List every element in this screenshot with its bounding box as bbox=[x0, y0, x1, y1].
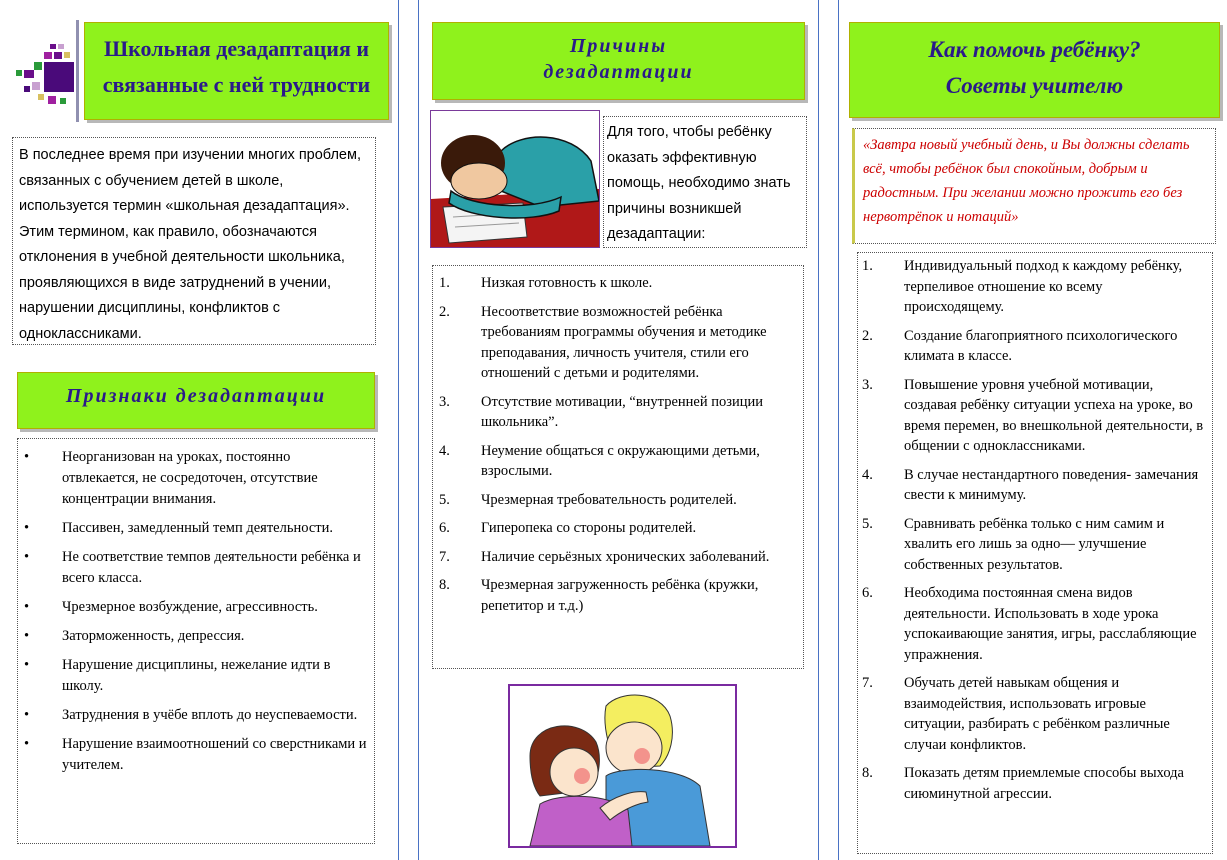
tip-item bbox=[862, 763, 1206, 804]
help-title-line1: Как помочь ребёнку? bbox=[928, 37, 1141, 62]
causes-list bbox=[439, 273, 797, 616]
cause-item bbox=[439, 547, 797, 568]
tip-item bbox=[862, 326, 1206, 367]
cause-text: Чрезмерная требовательность родителей. bbox=[481, 491, 737, 508]
sign-marker: • bbox=[24, 736, 30, 752]
tip-text: Повышение уровня учебной мотивации, создавая ребёнку ситуации успеха на уроке, во время перемен, во внешкольной деятельности, в общении с одноклассниками. bbox=[904, 376, 1204, 454]
cause-item bbox=[439, 273, 797, 294]
tip-text: Создание благоприятного психологического климата в классе. bbox=[904, 327, 1178, 364]
tip-marker: 3. bbox=[862, 376, 873, 393]
sign-marker: • bbox=[24, 520, 30, 536]
signs-title-box bbox=[17, 372, 375, 429]
tip-item bbox=[862, 673, 1206, 755]
signs-list bbox=[24, 447, 368, 776]
signs-title: Признаки дезадаптации bbox=[65, 385, 327, 407]
tip-text: Показать детям приемлемые способы выхода сиюминутной агрессии. bbox=[904, 765, 1184, 802]
tip-text: В случае нестандартного поведения- замечания свести к минимуму. bbox=[904, 466, 1199, 503]
teacher-quote: «Завтра новый учебный день, и Вы должны сделать всё, чтобы ребёнок был спокойным, добрым и радостным. При желании можно прожить его без нервотрёпок и нотаций» bbox=[852, 128, 1216, 244]
tip-marker: 4. bbox=[862, 466, 873, 483]
tip-marker: 5. bbox=[862, 515, 873, 532]
tip-item bbox=[862, 514, 1206, 576]
cause-marker: 4. bbox=[439, 442, 450, 459]
sign-item bbox=[24, 518, 368, 539]
causes-intro-box bbox=[603, 116, 807, 248]
causes-title-box bbox=[432, 22, 805, 100]
tip-text: Необходима постоянная смена видов деятельности. Использовать в ходе урока успокаивающие занятия, игры, расслабляющие упражнения. bbox=[904, 585, 1197, 663]
sign-text: Заторможенность, депрессия. bbox=[62, 628, 245, 644]
sign-text: Чрезмерное возбуждение, агрессивность. bbox=[62, 599, 318, 615]
sign-item bbox=[24, 705, 368, 726]
causes-title-line2: дезадаптации bbox=[543, 61, 694, 83]
causes-title bbox=[433, 23, 804, 85]
intro-paragraph-box bbox=[12, 137, 376, 345]
cause-text: Гиперопека со стороны родителей. bbox=[481, 520, 697, 536]
cause-text: Отсутствие мотивации, “внутренней позиции школьника”. bbox=[481, 393, 763, 430]
cause-marker: 5. bbox=[439, 491, 450, 508]
sign-item bbox=[24, 447, 368, 510]
tips-list-box bbox=[857, 252, 1213, 854]
sign-item bbox=[24, 734, 368, 776]
tip-item bbox=[862, 465, 1206, 506]
column-divider-1 bbox=[398, 0, 399, 860]
tip-item bbox=[862, 375, 1206, 457]
tips-list bbox=[862, 256, 1206, 804]
cause-text: Наличие серьёзных хронических заболеваний. bbox=[481, 548, 770, 565]
tip-item bbox=[862, 583, 1206, 665]
cause-text: Низкая готовность к школе. bbox=[481, 275, 653, 291]
tip-text: Индивидуальный подход к каждому ребёнку, терпеливое отношение ко всему происходящему. bbox=[904, 258, 1183, 315]
sign-marker: • bbox=[24, 628, 30, 644]
sign-text: Неорганизован на уроках, постоянно отвлекается, не сосредоточен, отсутствие концентрации внимания. bbox=[62, 449, 318, 507]
main-title: Школьная дезадаптация и связанные с ней трудности bbox=[102, 36, 371, 97]
sign-text: Затруднения в учёбе вплоть до неуспеваемости. bbox=[62, 707, 358, 723]
column-divider-3 bbox=[818, 0, 819, 860]
tip-marker: 2. bbox=[862, 327, 873, 344]
causes-intro: Для того, чтобы ребёнку оказать эффективную помощь, необходимо знать причины возникшей дезадаптации: bbox=[607, 124, 791, 242]
help-title bbox=[850, 23, 1219, 104]
tip-marker: 1. bbox=[862, 258, 873, 274]
sign-item bbox=[24, 547, 368, 589]
decorative-logo-icon bbox=[14, 40, 78, 110]
cause-item bbox=[439, 518, 797, 539]
tip-marker: 8. bbox=[862, 765, 873, 781]
tip-marker: 6. bbox=[862, 585, 873, 601]
cause-marker: 1. bbox=[439, 275, 450, 291]
signs-list-box bbox=[17, 438, 375, 844]
sign-marker: • bbox=[24, 707, 30, 723]
intro-paragraph: В последнее время при изучении многих проблем, связанных с обучением детей в школе, используется термин «школьная дезадаптация». Этим термином, как правило, обозначаются отклонения в учебной деятельности школьника, проявляющихся в виде затруднений в учении, нарушении дисциплины, конфликтов с одноклассниками. bbox=[19, 147, 361, 342]
decorative-stripe bbox=[76, 20, 79, 122]
column-divider-4 bbox=[838, 0, 839, 860]
cause-text: Несоответствие возможностей ребёнка требованиям программы обучения и методике преподавания, личность учителя, стили его отношений с детьми и родителями. bbox=[481, 303, 767, 381]
sign-marker: • bbox=[24, 549, 30, 565]
column-divider-2 bbox=[418, 0, 419, 860]
sign-text: Нарушение взаимоотношений со сверстниками и учителем. bbox=[62, 736, 367, 773]
cause-item bbox=[439, 392, 797, 433]
sign-item bbox=[24, 597, 368, 618]
cause-marker: 3. bbox=[439, 393, 450, 410]
sign-text: Нарушение дисциплины, нежелание идти в школу. bbox=[62, 657, 331, 694]
causes-title-line1: Причины bbox=[569, 35, 668, 57]
cause-text: Неумение общаться с окружающими детьми, взрослыми. bbox=[481, 442, 760, 479]
help-title-box bbox=[849, 22, 1220, 118]
children-image bbox=[508, 684, 737, 848]
cause-marker: 7. bbox=[439, 548, 450, 565]
cause-text: Чрезмерная загруженность ребёнка (кружки, репетитор и т.д.) bbox=[481, 577, 759, 614]
tip-marker: 7. bbox=[862, 675, 873, 691]
cause-marker: 8. bbox=[439, 577, 450, 593]
cause-item bbox=[439, 441, 797, 482]
sign-text: Пассивен, замедленный темп деятельности. bbox=[62, 520, 333, 536]
cause-item bbox=[439, 575, 797, 616]
causes-list-box bbox=[432, 265, 804, 669]
sign-item bbox=[24, 655, 368, 697]
tip-text: Сравнивать ребёнка только с ним самим и хвалить его лишь за одно— улучшение собственных результатов. bbox=[904, 515, 1165, 573]
tired-student-image bbox=[430, 110, 600, 248]
cause-marker: 6. bbox=[439, 520, 450, 536]
cause-item bbox=[439, 302, 797, 384]
sign-item bbox=[24, 626, 368, 647]
tip-item bbox=[862, 256, 1206, 318]
sign-marker: • bbox=[24, 599, 30, 615]
sign-text: Не соответствие темпов деятельности ребёнка и всего класса. bbox=[62, 549, 361, 586]
cause-marker: 2. bbox=[439, 303, 450, 320]
sign-marker: • bbox=[24, 657, 30, 673]
main-title-box bbox=[84, 22, 389, 120]
help-title-line2: Советы учителю bbox=[945, 73, 1124, 98]
cause-item bbox=[439, 490, 797, 511]
sign-marker: • bbox=[24, 449, 30, 465]
tip-text: Обучать детей навыкам общения и взаимодействия, использовать игровые ситуации, разбирать с ребёнком различные случаи конфликтов. bbox=[904, 675, 1170, 753]
